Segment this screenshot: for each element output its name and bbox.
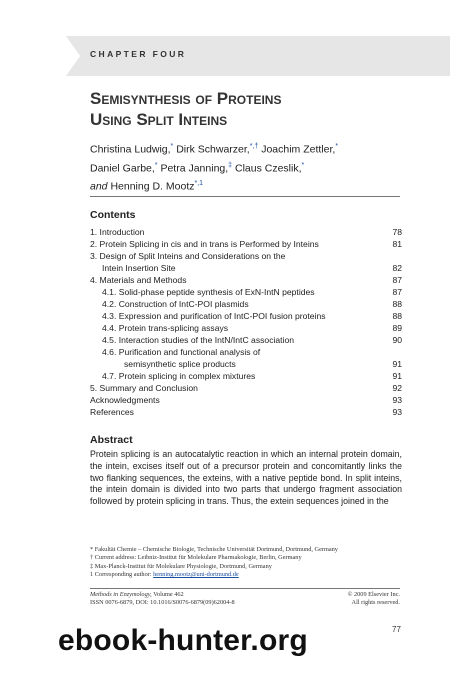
toc-row bbox=[90, 250, 402, 262]
journal-volume: Volume 462 bbox=[151, 591, 184, 598]
watermark: ebook-hunter.org bbox=[58, 624, 308, 657]
toc-page-number: 92 bbox=[392, 383, 402, 393]
footnote: * Fakultät Chemie – Chemische Biologie, Technische Universität Dortmund, Dortmund, Germany bbox=[90, 546, 338, 553]
toc-entry-text: 4. Materials and Methods bbox=[90, 275, 187, 285]
toc-page-number: 78 bbox=[392, 227, 402, 237]
title-line-1: Semisynthesis of Proteins bbox=[90, 89, 282, 108]
publication-row bbox=[90, 591, 400, 599]
toc-row bbox=[90, 238, 402, 250]
copyright: © 2009 Elsevier Inc. bbox=[347, 591, 400, 598]
divider-rule bbox=[90, 196, 400, 197]
chapter-title bbox=[90, 88, 420, 130]
toc-page-number: 88 bbox=[392, 311, 402, 321]
toc-entry-text: 2. Protein Splicing in cis and in trans is Performed by Inteins bbox=[90, 239, 319, 249]
author-name: Claus Czeslik, bbox=[232, 162, 302, 174]
author-conjunction: and bbox=[90, 180, 108, 193]
author-name: Petra Janning, bbox=[157, 162, 229, 174]
toc-entry-text: 4.5. Interaction studies of the IntN/IntC association bbox=[102, 335, 295, 345]
affiliation-mark: * bbox=[154, 161, 158, 169]
issn-doi: ISSN 0076-6879, DOI: 10.1016/S0076-6879(09)62004-8 bbox=[90, 599, 235, 607]
author-list bbox=[90, 139, 420, 195]
page-number: 77 bbox=[392, 625, 401, 634]
toc-entry-text: Intein Insertion Site bbox=[102, 263, 176, 273]
footnote-prefix: 1 Corresponding author: bbox=[90, 571, 154, 579]
toc-entry-text: References bbox=[90, 407, 134, 417]
publication-row bbox=[90, 599, 400, 607]
toc-entry-text: Acknowledgments bbox=[90, 395, 160, 405]
toc-row bbox=[90, 322, 402, 334]
toc-page-number bbox=[388, 346, 402, 358]
toc-entry-text: 4.6. Purification and functional analysis of bbox=[102, 347, 261, 357]
toc-page-number bbox=[388, 250, 402, 262]
toc-row bbox=[90, 346, 402, 358]
footnote: ‡ Max-Planck-Institut für Molekulare Physiologie, Dortmund, Germany bbox=[90, 562, 272, 570]
footnote: † Current address: Leibniz-Institut für Molekulare Pharmakologie, Berlin, Germany bbox=[90, 554, 302, 562]
toc-page-number: 91 bbox=[392, 359, 402, 369]
abstract-heading: Abstract bbox=[90, 434, 133, 446]
toc-page-number: 93 bbox=[392, 407, 402, 417]
toc-row bbox=[90, 262, 402, 274]
toc-page-number: 82 bbox=[392, 263, 402, 273]
abstract-body: Protein splicing is an autocatalytic reaction in which an internal protein domain, the intein, excises itself out of a precursor protein and concomitantly links the two flanking sequences, the exteins, with a native peptide bond. In split inteins, the intein domain is divided into two parts that undergo fragment association followed by protein splicing in trans. Thus, the extein sequences joined in the bbox=[90, 449, 402, 507]
toc-entry-text: 4.4. Protein trans-splicing assays bbox=[102, 323, 229, 333]
toc-row bbox=[90, 394, 402, 406]
affiliation-mark: *,1 bbox=[194, 180, 204, 187]
toc-entry-text: 4.7. Protein splicing in complex mixtures bbox=[102, 371, 256, 381]
toc-row bbox=[90, 358, 402, 370]
toc-entry-text: semisynthetic splice products bbox=[124, 359, 236, 369]
toc-entry-text: 3. Design of Split Inteins and Considerations on the bbox=[90, 251, 286, 261]
table-of-contents bbox=[90, 226, 402, 418]
toc-row bbox=[90, 274, 402, 286]
journal-name: Methods in Enzymology, bbox=[90, 591, 152, 598]
chapter-banner-notch bbox=[66, 36, 80, 76]
author-name: Joachim Zettler, bbox=[258, 143, 336, 156]
author-name: Henning D. Mootz bbox=[107, 180, 195, 193]
toc-page-number: 87 bbox=[392, 287, 402, 297]
publication-info bbox=[90, 591, 400, 607]
footnotes bbox=[90, 546, 402, 580]
toc-page-number: 89 bbox=[392, 323, 402, 333]
toc-entry-text: 4.2. Construction of IntC-POI plasmids bbox=[102, 299, 249, 309]
toc-row bbox=[90, 382, 402, 394]
toc-entry-text: 5. Summary and Conclusion bbox=[90, 383, 198, 393]
author-line-1 bbox=[90, 139, 420, 158]
affiliation-mark: ‡ bbox=[228, 161, 233, 169]
toc-row bbox=[90, 334, 402, 346]
footer-rule bbox=[90, 588, 400, 589]
toc-page-number: 91 bbox=[392, 371, 402, 381]
toc-row bbox=[90, 226, 402, 238]
toc-page-number: 88 bbox=[392, 299, 402, 309]
toc-entry-text: 1. Introduction bbox=[90, 227, 145, 237]
toc-page-number: 81 bbox=[392, 239, 402, 249]
toc-row bbox=[90, 310, 402, 322]
toc-entry-text: 4.1. Solid-phase peptide synthesis of ExN-IntN peptides bbox=[102, 287, 315, 297]
footnote-corresponding bbox=[90, 571, 402, 579]
author-name: Daniel Garbe, bbox=[90, 162, 155, 174]
affiliation-mark: * bbox=[301, 161, 305, 169]
title-line-2: Using Split Inteins bbox=[90, 110, 228, 129]
affiliation-mark: * bbox=[335, 143, 339, 150]
contents-heading: Contents bbox=[90, 209, 136, 221]
toc-row bbox=[90, 286, 402, 298]
affiliation-mark: * bbox=[170, 143, 174, 150]
chapter-label: CHAPTER FOUR bbox=[90, 49, 187, 59]
toc-row bbox=[90, 298, 402, 310]
author-name: Dirk Schwarzer, bbox=[173, 143, 250, 156]
author-line-2 bbox=[90, 158, 420, 177]
affiliation-mark: *,† bbox=[249, 143, 259, 150]
toc-page-number: 90 bbox=[392, 335, 402, 345]
author-email-link[interactable]: henning.mootz@uni-dortmund.de bbox=[153, 571, 239, 579]
rights: All rights reserved. bbox=[351, 599, 400, 607]
toc-page-number: 87 bbox=[392, 275, 402, 285]
author-name: Christina Ludwig, bbox=[90, 143, 171, 156]
author-line-3 bbox=[90, 176, 420, 195]
toc-row bbox=[90, 406, 402, 418]
toc-row bbox=[90, 370, 402, 382]
toc-entry-text: 4.3. Expression and purification of IntC-POI fusion proteins bbox=[102, 311, 326, 321]
toc-page-number: 93 bbox=[392, 395, 402, 405]
